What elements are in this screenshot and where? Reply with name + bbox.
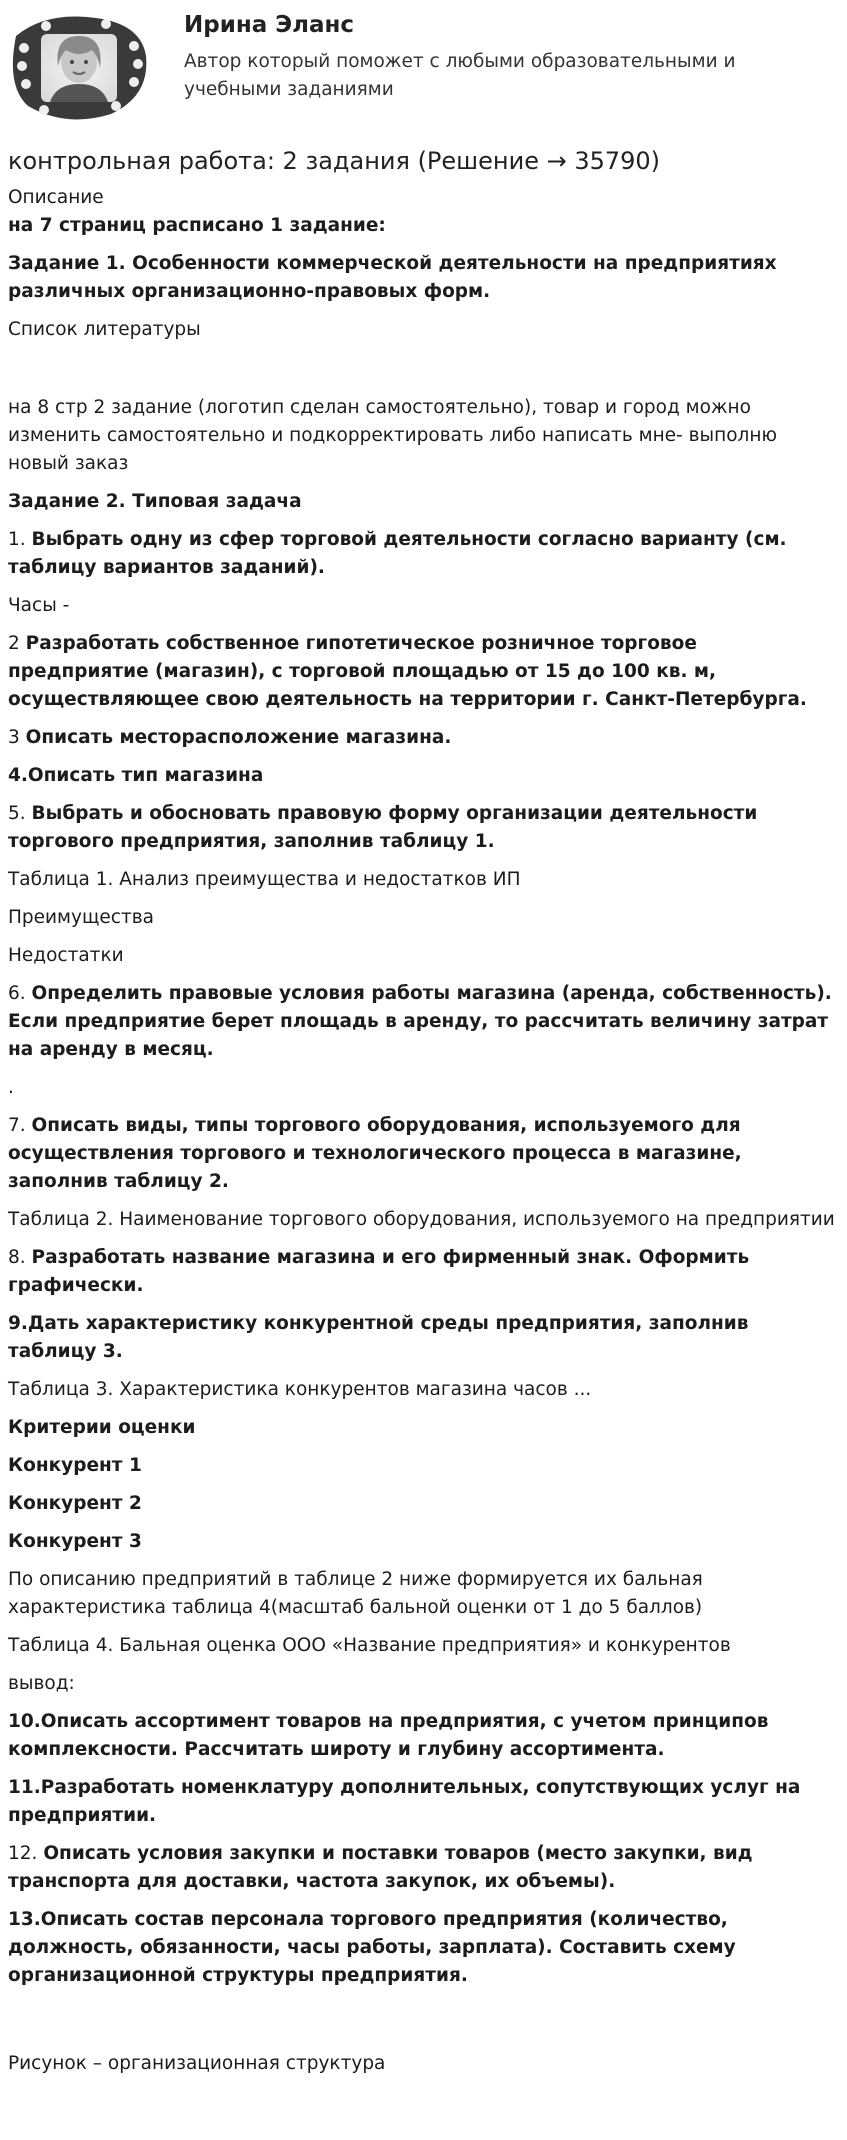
step-item: 13.Описать состав персонала торгового предприятия (количество, должность, обязанности, часы работы, зарплата). Составить схему организационной структуры предприятия. [8, 1909, 736, 1986]
page-title: контрольная работа: 2 задания (Решение → 35790) [8, 147, 661, 175]
paragraph: Часы - [8, 595, 70, 616]
step-text: Выбрать и обосновать правовую форму организации деятельности торгового предприятия, заполнив таблицу 1. [8, 803, 758, 852]
task-1-heading: Задание 1. Особенности коммерческой деятельности на предприятиях различных организационно-правовых форм. [8, 253, 777, 302]
table-caption: Таблица 4. Бальная оценка ООО «Название предприятия» и конкурентов [8, 1635, 731, 1656]
paragraph: Список литературы [8, 319, 201, 340]
spacer [8, 354, 838, 394]
author-name[interactable]: Ирина Эланс [184, 12, 355, 38]
step-number: 7. [8, 1115, 26, 1136]
paragraph: на 7 страниц расписано 1 задание: [8, 215, 386, 236]
step-item [8, 1112, 838, 1196]
step-item [8, 1244, 838, 1300]
work-description [8, 140, 838, 2088]
table-column-label: Конкурент 3 [8, 1531, 142, 1552]
step-item [8, 1840, 838, 1896]
figure-caption: Рисунок – организационная структура [8, 2053, 386, 2074]
step-item [8, 800, 838, 856]
paragraph: По описанию предприятий в таблице 2 ниже формируется их бальная характеристика таблица 4(масштаб бальной оценки от 1 до 5 баллов) [8, 1569, 703, 1618]
step-item [8, 980, 838, 1064]
table-column-label: Конкурент 1 [8, 1455, 142, 1476]
table-column-label: Недостатки [8, 945, 124, 966]
step-text: Разработать название магазина и его фирменный знак. Оформить графически. [8, 1247, 750, 1296]
step-item: 4.Описать тип магазина [8, 765, 264, 786]
step-text: Описать условия закупки и поставки товаров (место закупки, вид транспорта для доставки, частота закупок, их объемы). [8, 1843, 753, 1892]
table-caption: Таблица 1. Анализ преимущества и недостатков ИП [8, 869, 521, 890]
paragraph: на 8 стр 2 задание (логотип сделан самостоятельно), товар и город можно изменить самостоятельно и подкорректировать либо написать мне- выполню новый заказ [8, 397, 778, 474]
table-caption: Таблица 3. Характеристика конкурентов магазина часов ... [8, 1379, 592, 1400]
step-text: Описать виды, типы торгового оборудования, используемого для осуществления торгового и технологического процесса в магазине, заполнив таблицу 2. [8, 1115, 742, 1192]
step-number: 12. [8, 1843, 38, 1864]
step-item: 11.Разработать номенклатуру дополнительных, сопутствующих услуг на предприятии. [8, 1777, 801, 1826]
author-header [0, 0, 847, 138]
step-text: Выбрать одну из сфер торговой деятельности согласно варианту (см. таблицу вариантов заданий). [8, 529, 787, 578]
step-number: 8. [8, 1247, 26, 1268]
step-number: 3 [8, 727, 20, 748]
table-column-label: Преимущества [8, 907, 154, 928]
task-2-heading: Задание 2. Типовая задача [8, 491, 302, 512]
description-label: Описание [8, 187, 104, 208]
step-number: 6. [8, 983, 26, 1004]
step-item [8, 724, 838, 752]
paragraph: . [8, 1077, 14, 1098]
step-text: Описать месторасположение магазина. [25, 727, 452, 748]
step-item [8, 526, 838, 582]
author-description: Автор который поможет с любыми образовательными и учебными заданиями [184, 51, 736, 100]
author-avatar-icon[interactable] [6, 6, 152, 126]
paragraph: вывод: [8, 1673, 75, 1694]
table-column-label: Конкурент 2 [8, 1493, 142, 1514]
table-column-label: Критерии оценки [8, 1417, 196, 1438]
step-text: Разработать собственное гипотетическое розничное торговое предприятие (магазин), с торговой площадью от 15 до 100 кв. м, осуществляющее свою деятельность на территории г. Санкт-Петербурга. [8, 633, 807, 710]
step-item: 10.Описать ассортимент товаров на предприятия, с учетом принципов комплексности. Рассчитать широту и глубину ассортимента. [8, 1711, 769, 1760]
step-text: Определить правовые условия работы магазина (аренда, собственность). Если предприятие берет площадь в аренду, то рассчитать величину затрат на аренду в месяц. [8, 983, 832, 1060]
step-number: 5. [8, 803, 26, 824]
table-caption: Таблица 2. Наименование торгового оборудования, используемого на предприятии [8, 1209, 835, 1230]
step-item: 9.Дать характеристику конкурентной среды предприятия, заполнив таблицу 3. [8, 1313, 749, 1362]
step-number: 2 [8, 633, 20, 654]
step-item [8, 630, 838, 714]
spacer [8, 2000, 838, 2050]
step-number: 1. [8, 529, 26, 550]
